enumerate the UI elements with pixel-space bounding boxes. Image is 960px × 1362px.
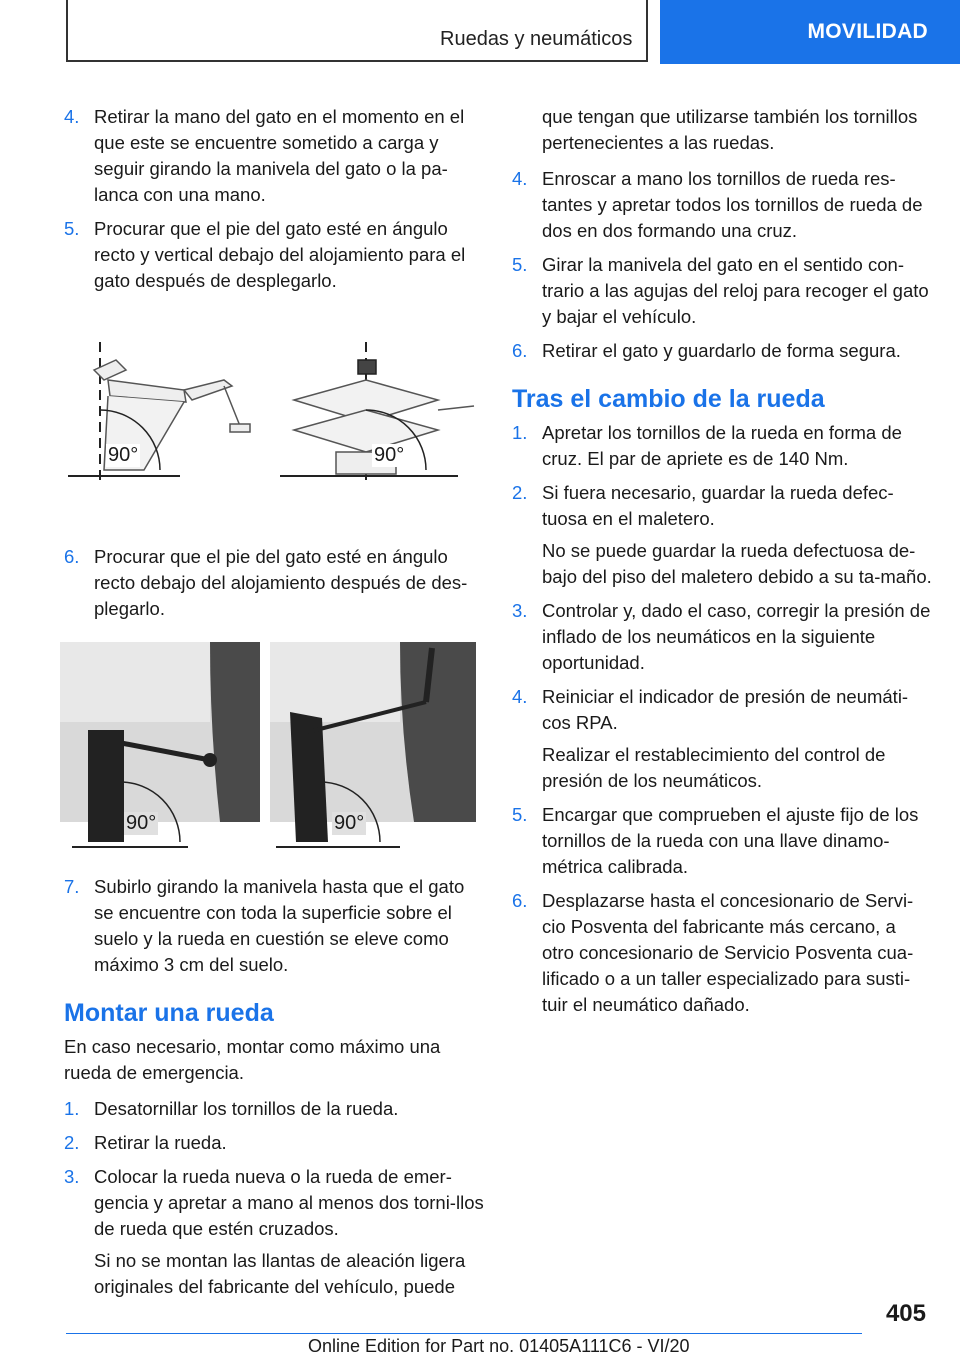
step-text: Retirar el gato y guardarlo de forma segura. bbox=[542, 340, 901, 361]
step-text: Apretar los tornillos de la rueda en forma de cruz. El par de apriete es de 140 Nm. bbox=[542, 422, 902, 469]
intro-paragraph: En caso necesario, montar como máximo una rueda de emergencia. bbox=[64, 1036, 441, 1083]
step-after-6 bbox=[512, 888, 932, 1018]
angle-label: 90° bbox=[126, 812, 157, 834]
step-text: Reiniciar el indicador de presión de neumáti‐cos RPA. bbox=[542, 686, 909, 733]
step-after-1 bbox=[512, 420, 932, 472]
figure-jack-drawing bbox=[64, 330, 484, 526]
step-after-4 bbox=[512, 684, 932, 794]
angle-label: 90° bbox=[108, 444, 139, 466]
step-text: Procurar que el pie del gato esté en ángulo recto debajo del alojamiento después de des‐plegarlo. bbox=[94, 546, 468, 619]
continuation-text: que tengan que utilizarse también los tornillos pertenecientes a las ruedas. bbox=[542, 106, 918, 153]
step-number: 5. bbox=[512, 254, 528, 275]
step-note: Realizar el restablecimiento del control de presión de los neumáticos. bbox=[542, 744, 886, 791]
jack-side-view-illustration bbox=[64, 330, 484, 526]
step-mount-2 bbox=[64, 1130, 484, 1156]
step-text: Enroscar a mano los tornillos de rueda res‐tantes y apretar todos los tornillos de rueda de dos en dos formando una cruz. bbox=[542, 168, 923, 241]
footer-edition: Online Edition for Part no. 01405A111C6 - VI/20 bbox=[308, 1336, 690, 1356]
step-text: Si fuera necesario, guardar la rueda defec‐tuosa en el maletero. bbox=[542, 482, 894, 529]
step-text: Colocar la rueda nueva o la rueda de emer‐gencia y apretar a mano al menos dos torni‐llos de rueda que estén cruzados. bbox=[94, 1166, 484, 1239]
step-number: 3. bbox=[512, 600, 528, 621]
step-text: Encargar que comprueben el ajuste fijo de los tornillos de la rueda con una llave dinamo‐métrica calibrada. bbox=[542, 804, 919, 877]
step-text: Retirar la rueda. bbox=[94, 1132, 227, 1153]
header-section-title: Ruedas y neumáticos bbox=[440, 28, 633, 50]
step-left-7 bbox=[64, 874, 484, 978]
step-text: Girar la manivela del gato en el sentido con‐trario a las agujas del reloj para recoger el gato y bajar el vehículo. bbox=[542, 254, 929, 327]
step-left-5 bbox=[64, 216, 484, 294]
jack-photo-illustration bbox=[60, 642, 480, 852]
step-note: Si no se montan las llantas de aleación ligera originales del fabricante del vehículo, puede bbox=[94, 1250, 466, 1297]
section-heading-mount-wheel: Montar una rueda bbox=[64, 999, 274, 1027]
step-left-6 bbox=[64, 544, 484, 622]
step-after-2 bbox=[512, 480, 932, 590]
right-column bbox=[512, 104, 932, 1026]
step-number: 4. bbox=[64, 106, 80, 127]
figure-jack-photos bbox=[64, 642, 484, 852]
step-note: No se puede guardar la rueda defectuosa de‐bajo del piso del maletero debido a su ta‐maño. bbox=[542, 540, 932, 587]
step-text: Desatornillar los tornillos de la rueda. bbox=[94, 1098, 399, 1119]
chapter-tab[interactable] bbox=[660, 0, 960, 64]
step-number: 7. bbox=[64, 876, 80, 897]
step-number: 1. bbox=[64, 1098, 80, 1119]
angle-label: 90° bbox=[374, 444, 405, 466]
step-right-4 bbox=[512, 166, 932, 244]
step-text: Desplazarse hasta el concesionario de Servi‐cio Posventa del fabricante más cercano, a otro concesionario de Servicio Posventa cua‐lificado o a un taller especializado para susti‐tuir el neumático dañado. bbox=[542, 890, 914, 1015]
step-right-6 bbox=[512, 338, 932, 364]
step-mount-1 bbox=[64, 1096, 484, 1122]
page-number: 405 bbox=[885, 1300, 926, 1327]
step-text: Subirlo girando la manivela hasta que el gato se encuentre con toda la superficie sobre el suelo y la rueda en cuestión se eleve como máximo 3 cm del suelo. bbox=[94, 876, 465, 975]
step-number: 4. bbox=[512, 686, 528, 707]
step-after-5 bbox=[512, 802, 932, 880]
step-number: 6. bbox=[512, 890, 528, 911]
section-heading-after-change: Tras el cambio de la rueda bbox=[512, 385, 825, 413]
step-text: Controlar y, dado el caso, corregir la presión de inflado de los neumáticos en la siguiente oportunidad. bbox=[542, 600, 931, 673]
step-text: Retirar la mano del gato en el momento en el que este se encuentre sometido a carga y seguir girando la manivela del gato o la pa‐lanca con una mano. bbox=[94, 106, 465, 205]
step-number: 6. bbox=[64, 546, 80, 567]
step-right-5 bbox=[512, 252, 932, 330]
step-number: 1. bbox=[512, 422, 528, 443]
chapter-tab-label: MOVILIDAD bbox=[807, 20, 928, 43]
step-number: 3. bbox=[64, 1166, 80, 1187]
left-column bbox=[64, 104, 484, 1308]
step-number: 5. bbox=[64, 218, 80, 239]
angle-label: 90° bbox=[334, 812, 365, 834]
step-number: 2. bbox=[512, 482, 528, 503]
step-left-4 bbox=[64, 104, 484, 208]
step-after-3 bbox=[512, 598, 932, 676]
step-number: 6. bbox=[512, 340, 528, 361]
step-number: 4. bbox=[512, 168, 528, 189]
step-mount-3 bbox=[64, 1164, 484, 1300]
step-number: 5. bbox=[512, 804, 528, 825]
step-number: 2. bbox=[64, 1132, 80, 1153]
footer-divider bbox=[66, 1333, 862, 1334]
step-text: Procurar que el pie del gato esté en ángulo recto y vertical debajo del alojamiento para el gato después de desplegarlo. bbox=[94, 218, 466, 291]
